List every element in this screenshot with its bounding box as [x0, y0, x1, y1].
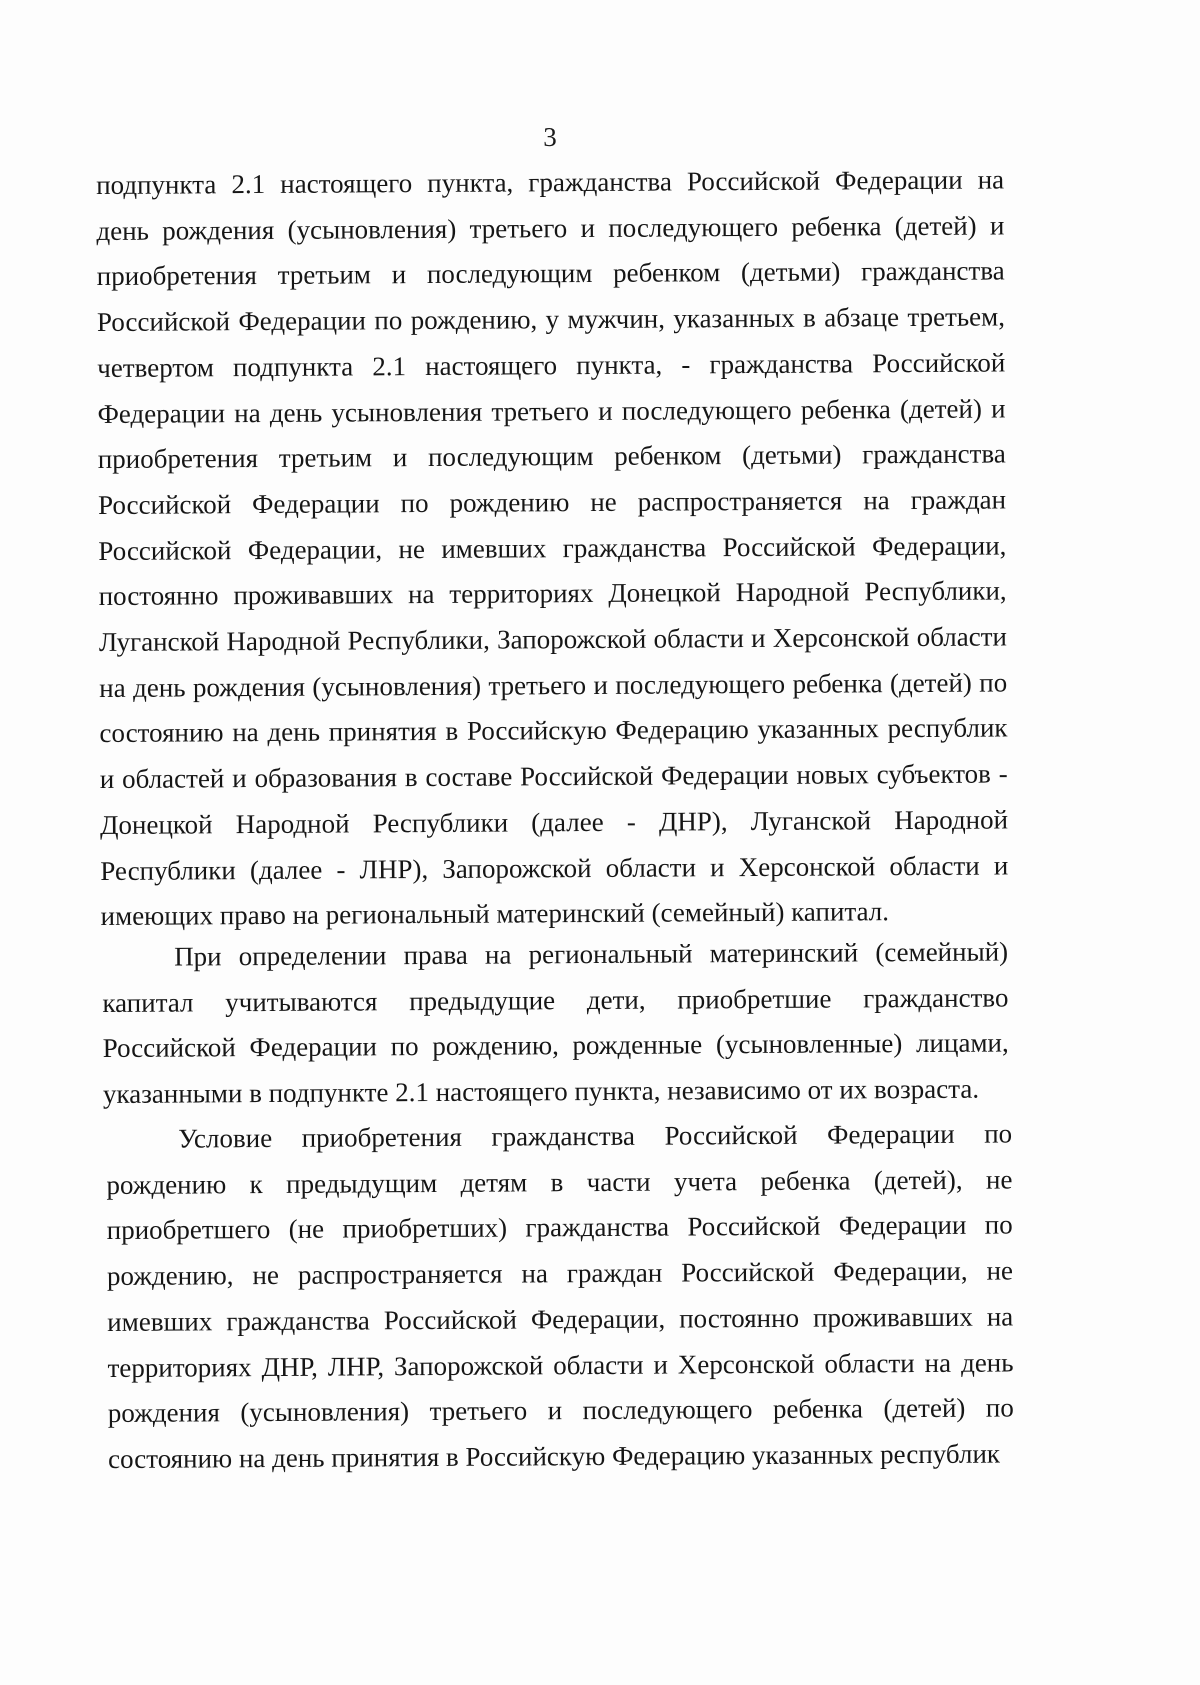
paragraph-previous-children: При определении права на региональный материнский (семейный) капитал учитываются предыдущие дети, приобретшие гражданство Российской Федерации по рождению, рожденные (усыновленные) лицами, указанными в подпункте 2.1 настоящего пункта, независимо от их возраста.	[102, 936, 1009, 1110]
paragraph-citizenship-condition: Условие приобретения гражданства Российской Федерации по рождению к предыдущим детям в части учета ребенка (детей), не приобретшего (не приобретших) гражданства Российской Федерации по рождению, не распространяется на граждан Российской Федерации, не имевших гражданства Российской Федерации, постоянно проживавших на территориях ДНР, ЛНР, Запорожской области и Херсонской области на день рождения (усыновления) третьего и последующего ребенка (детей) по состоянию на день принятия в Российскую Федерацию указанных республик	[106, 1118, 1014, 1474]
paragraph-continuation: подпункта 2.1 настоящего пункта, гражданства Российской Федерации на день рождения (усыновления) третьего и последующего ребенка (детей) и приобретения третьим и последующим ребенком (детьми) гражданства Российской Федерации по рождению, у мужчин, указанных в абзаце третьем, четвертом подпункта 2.1 настоящего пункта, - гражданства Российской Федерации на день усыновления третьего и последующего ребенка (детей) и приобретения третьим и последующим ребенком (детьми) гражданства Российской Федерации по рождению не распространяется на граждан Российской Федерации, не имевших гражданства Российской Федерации, постоянно проживавших на территориях Донецкой Народной Республики, Луганской Народной Республики, Запорожской области и Херсонской области на день рождения (усыновления) третьего и последующего ребенка (детей) по состоянию на день принятия в Российскую Федерацию указанных республик и областей и образования в составе Российской Федерации новых субъектов - Донецкой Народной Республики (далее - ДНР), Луганской Народной Республики (далее - ЛНР), Запорожской области и Херсонской области и имеющих право на региональный материнский (семейный) капитал.	[96, 164, 1009, 932]
page-number: 3	[543, 122, 557, 152]
paragraph-block-1	[96, 157, 1009, 939]
paragraph-block-2	[102, 929, 1009, 1117]
paragraph-block-3	[106, 1111, 1014, 1482]
